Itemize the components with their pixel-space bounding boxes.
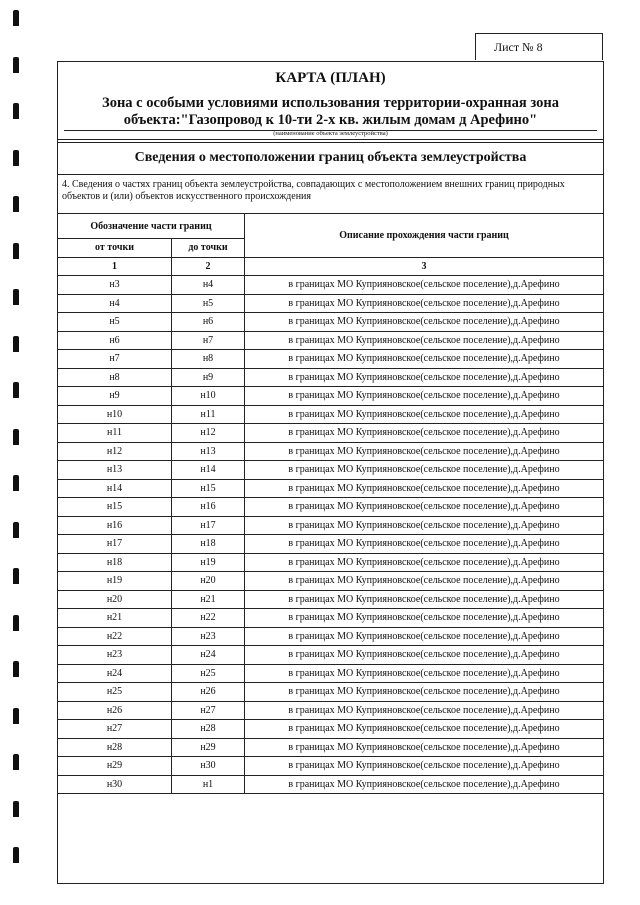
table-row <box>58 424 604 443</box>
binding-ring-icon <box>13 336 19 352</box>
table-row <box>58 646 604 665</box>
from-point: н13 <box>58 461 172 480</box>
to-point: н17 <box>172 516 245 535</box>
description: в границах МО Куприяновское(сельское поселение),д.Арефино <box>245 757 604 776</box>
to-point: н7 <box>172 331 245 350</box>
from-point: н12 <box>58 442 172 461</box>
table-row <box>58 590 604 609</box>
table-row <box>58 498 604 517</box>
description: в границах МО Куприяновское(сельское поселение),д.Арефино <box>245 461 604 480</box>
table-row <box>58 609 604 628</box>
binding-ring-icon <box>13 429 19 445</box>
to-point: н27 <box>172 701 245 720</box>
binding-ring-icon <box>13 150 19 166</box>
description: в границах МО Куприяновское(сельское поселение),д.Арефино <box>245 331 604 350</box>
intro-text: 4. Сведения о частях границ объекта землеустройства, совпадающих с местоположением внешних границ природных объектов и (или) объектов искусственного происхождения <box>62 179 565 202</box>
binding-ring-icon <box>13 847 19 863</box>
description: в границах МО Куприяновское(сельское поселение),д.Арефино <box>245 738 604 757</box>
binding-ring-icon <box>13 382 19 398</box>
description: в границах МО Куприяновское(сельское поселение),д.Арефино <box>245 442 604 461</box>
from-point: н16 <box>58 516 172 535</box>
to-point: н9 <box>172 368 245 387</box>
table-row <box>58 405 604 424</box>
table-row <box>58 313 604 332</box>
binding-ring-icon <box>13 522 19 538</box>
col-num: 3 <box>245 257 604 276</box>
to-point: н5 <box>172 294 245 313</box>
binding-ring-icon <box>13 475 19 491</box>
from-point: н24 <box>58 664 172 683</box>
description: в границах МО Куприяновское(сельское поселение),д.Арефино <box>245 424 604 443</box>
desc-header: Описание прохождения части границ <box>245 214 604 258</box>
to-point: н18 <box>172 535 245 554</box>
description: в границах МО Куприяновское(сельское поселение),д.Арефино <box>245 701 604 720</box>
table-row <box>58 294 604 313</box>
description: в границах МО Куприяновское(сельское поселение),д.Арефино <box>245 664 604 683</box>
sheet-number: Лист № 8 <box>475 33 603 60</box>
description: в границах МО Куприяновское(сельское поселение),д.Арефино <box>245 646 604 665</box>
divider <box>58 139 603 140</box>
description: в границах МО Куприяновское(сельское поселение),д.Арефино <box>245 498 604 517</box>
from-point: н5 <box>58 313 172 332</box>
description: в границах МО Куприяновское(сельское поселение),д.Арефино <box>245 609 604 628</box>
divider <box>58 174 603 175</box>
to-header: до точки <box>172 239 245 258</box>
from-point: н7 <box>58 350 172 369</box>
table-row <box>58 664 604 683</box>
description: в границах МО Куприяновское(сельское поселение),д.Арефино <box>245 368 604 387</box>
description: в границах МО Куприяновское(сельское поселение),д.Арефино <box>245 572 604 591</box>
to-point: н6 <box>172 313 245 332</box>
table-row <box>58 387 604 406</box>
to-point: н13 <box>172 442 245 461</box>
table-row <box>58 738 604 757</box>
description: в границах МО Куприяновское(сельское поселение),д.Арефино <box>245 387 604 406</box>
binding-ring-icon <box>13 196 19 212</box>
table-row <box>58 757 604 776</box>
binding-ring-icon <box>13 243 19 259</box>
to-point: н20 <box>172 572 245 591</box>
from-point: н18 <box>58 553 172 572</box>
table-row <box>58 461 604 480</box>
to-point: н14 <box>172 461 245 480</box>
from-point: н25 <box>58 683 172 702</box>
from-point: н17 <box>58 535 172 554</box>
from-point: н29 <box>58 757 172 776</box>
from-point: н28 <box>58 738 172 757</box>
binding-ring-icon <box>13 615 19 631</box>
subtitle-line-1: Зона с особыми условиями использования территории-охранная зона <box>102 95 559 111</box>
from-point: н4 <box>58 294 172 313</box>
from-point: н8 <box>58 368 172 387</box>
description: в границах МО Куприяновское(сельское поселение),д.Арефино <box>245 720 604 739</box>
from-point: н3 <box>58 276 172 295</box>
table-row <box>58 572 604 591</box>
description: в границах МО Куприяновское(сельское поселение),д.Арефино <box>245 350 604 369</box>
from-point: н22 <box>58 627 172 646</box>
from-point: н26 <box>58 701 172 720</box>
description: в границах МО Куприяновское(сельское поселение),д.Арефино <box>245 313 604 332</box>
to-point: н22 <box>172 609 245 628</box>
col-num: 2 <box>172 257 245 276</box>
description: в границах МО Куприяновское(сельское поселение),д.Арефино <box>245 276 604 295</box>
to-point: н11 <box>172 405 245 424</box>
col-num: 1 <box>58 257 172 276</box>
description: в границах МО Куприяновское(сельское поселение),д.Арефино <box>245 683 604 702</box>
from-point: н6 <box>58 331 172 350</box>
to-point: н16 <box>172 498 245 517</box>
to-point: н12 <box>172 424 245 443</box>
table-row <box>58 442 604 461</box>
from-point: н10 <box>58 405 172 424</box>
table-row <box>58 479 604 498</box>
from-point: н14 <box>58 479 172 498</box>
description: в границах МО Куприяновское(сельское поселение),д.Арефино <box>245 535 604 554</box>
document-frame <box>57 61 604 884</box>
description: в границах МО Куприяновское(сельское поселение),д.Арефино <box>245 553 604 572</box>
subtitle-note: (наименование объекта землеустройства) <box>273 130 388 137</box>
table-row <box>58 368 604 387</box>
table-row <box>58 516 604 535</box>
binding-ring-icon <box>13 103 19 119</box>
table-row <box>58 350 604 369</box>
from-point: н19 <box>58 572 172 591</box>
binding-ring-icon <box>13 708 19 724</box>
table-row <box>58 331 604 350</box>
to-point: н1 <box>172 775 245 794</box>
from-point: н11 <box>58 424 172 443</box>
to-point: н23 <box>172 627 245 646</box>
to-point: н21 <box>172 590 245 609</box>
doc-title: КАРТА (ПЛАН) <box>275 70 386 86</box>
to-point: н24 <box>172 646 245 665</box>
table-row <box>58 276 604 295</box>
binding-ring-icon <box>13 10 19 26</box>
binding-ring-icon <box>13 754 19 770</box>
description: в границах МО Куприяновское(сельское поселение),д.Арефино <box>245 294 604 313</box>
doc-subtitle <box>58 95 603 129</box>
description: в границах МО Куприяновское(сельское поселение),д.Арефино <box>245 590 604 609</box>
binding-ring-icon <box>13 661 19 677</box>
from-point: н21 <box>58 609 172 628</box>
to-point: н25 <box>172 664 245 683</box>
divider <box>58 142 603 143</box>
binding-ring-icon <box>13 801 19 817</box>
table-row <box>58 627 604 646</box>
to-point: н30 <box>172 757 245 776</box>
description: в границах МО Куприяновское(сельское поселение),д.Арефино <box>245 516 604 535</box>
to-point: н8 <box>172 350 245 369</box>
from-point: н30 <box>58 775 172 794</box>
table-row <box>58 720 604 739</box>
description: в границах МО Куприяновское(сельское поселение),д.Арефино <box>245 627 604 646</box>
description: в границах МО Куприяновское(сельское поселение),д.Арефино <box>245 479 604 498</box>
table-row <box>58 535 604 554</box>
binding-ring-icon <box>13 57 19 73</box>
description: в границах МО Куприяновское(сельское поселение),д.Арефино <box>245 405 604 424</box>
group-header: Обозначение части границ <box>58 214 245 239</box>
boundary-table <box>57 213 604 794</box>
section-title: Сведения о местоположении границ объекта землеустройства <box>134 150 527 165</box>
table-row <box>58 683 604 702</box>
from-point: н23 <box>58 646 172 665</box>
from-point: н9 <box>58 387 172 406</box>
from-header: от точки <box>58 239 172 258</box>
binding-ring-icon <box>13 289 19 305</box>
table-row <box>58 775 604 794</box>
to-point: н28 <box>172 720 245 739</box>
from-point: н20 <box>58 590 172 609</box>
description: в границах МО Куприяновское(сельское поселение),д.Арефино <box>245 775 604 794</box>
to-point: н4 <box>172 276 245 295</box>
subtitle-line-2: объекта:"Газопровод к 10-ти 2-х кв. жилым домам д Арефино" <box>123 112 538 128</box>
to-point: н29 <box>172 738 245 757</box>
from-point: н27 <box>58 720 172 739</box>
to-point: н15 <box>172 479 245 498</box>
to-point: н26 <box>172 683 245 702</box>
to-point: н19 <box>172 553 245 572</box>
table-row <box>58 553 604 572</box>
binding-ring-icon <box>13 568 19 584</box>
to-point: н10 <box>172 387 245 406</box>
from-point: н15 <box>58 498 172 517</box>
table-row <box>58 701 604 720</box>
